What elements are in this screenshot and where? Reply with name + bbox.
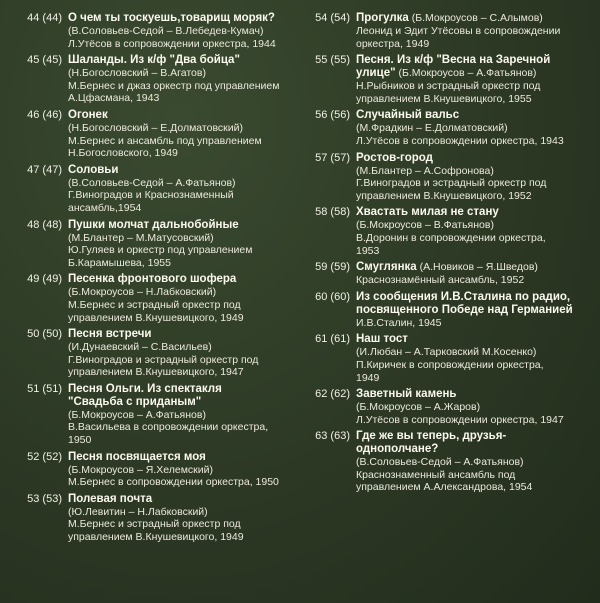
track-details — [356, 152, 600, 203]
track-credit-line: Л.Утёсов в сопровождении оркестра, 1944 — [68, 37, 276, 50]
track-credit-line: М.Бернес и джаз оркестр под управлением — [68, 79, 280, 92]
track-entry — [306, 54, 600, 105]
track-entry — [4, 451, 302, 489]
track-title: однополчане? — [356, 443, 439, 456]
track-details — [68, 54, 302, 105]
track-details — [356, 261, 600, 287]
track-entry — [306, 152, 600, 203]
track-entry — [306, 109, 600, 147]
track-credit-line: Ю.Гуляев и оркестр под управлением — [68, 244, 253, 257]
track-number: 59 (59) — [315, 261, 350, 274]
track-title: Хвастать милая не стану — [356, 206, 499, 219]
track-credit-line: (Б.Мокроусов – Н.Лабковский) — [68, 286, 217, 299]
track-credit-line: (М.Блантер – М.Матусовский) — [68, 231, 214, 244]
track-credit-line: Краснознаменный ансамбль под — [356, 468, 516, 481]
track-credit-line: Н.Богословского, 1949 — [68, 147, 178, 160]
track-credit-line: (Н.Богословский – В.Агатов) — [68, 67, 206, 80]
track-details — [68, 164, 302, 215]
track-credit-line: П.Киричек в сопровождении оркестра, — [356, 358, 544, 371]
track-credit-line: управлением В.Кнушевицкого, 1949 — [68, 531, 244, 544]
track-title: Наш тост — [356, 333, 408, 346]
track-title: Пушки молчат дальнобойные — [68, 218, 239, 231]
track-entry — [306, 333, 600, 384]
track-number: 50 (50) — [27, 328, 62, 341]
track-credit-line: управлением В.Кнушевицкого, 1952 — [356, 189, 532, 202]
track-credit-line: 1953 — [356, 244, 380, 257]
track-entry — [306, 388, 600, 426]
track-details — [356, 206, 600, 257]
track-credit-line: Г.Виноградов и эстрадный оркестр под — [68, 353, 259, 366]
track-entry — [306, 291, 600, 330]
track-details — [356, 291, 600, 330]
track-credit-line: 1950 — [68, 434, 92, 447]
track-entry — [306, 12, 600, 50]
track-details — [68, 273, 302, 324]
track-entry — [4, 164, 302, 215]
track-number: 52 (52) — [27, 450, 62, 463]
track-credit-line: (М.Фрадкин – Е.Долматовский) — [356, 122, 508, 135]
track-details — [356, 388, 600, 426]
track-number: 51 (51) — [27, 382, 62, 395]
track-details — [356, 333, 600, 384]
track-number: 55 (55) — [315, 54, 350, 67]
track-title: Где же вы теперь, друзья- — [356, 430, 507, 443]
track-title: Песня Ольги. Из спектакля — [68, 382, 222, 395]
track-entry — [4, 383, 302, 447]
track-number: 44 (44) — [27, 12, 62, 24]
track-details — [356, 109, 600, 147]
track-number: 58 (58) — [315, 206, 350, 219]
track-entry — [4, 273, 302, 324]
track-title: Заветный камень — [356, 388, 457, 401]
track-authors: (Б.Мокроусов – А.Фатьянов) — [395, 67, 537, 80]
track-credit-line: (М.Блантер – А.Софронова) — [356, 164, 494, 177]
track-credit-line: А.Цфасмана, 1943 — [68, 92, 160, 105]
track-title: Огонек — [68, 108, 108, 121]
track-entry — [4, 493, 302, 544]
track-credit-line: Л.Утёсов в сопровождении оркестра, 1943 — [356, 134, 564, 147]
track-credit-line: М.Бернес и эстрадный оркестр под — [68, 518, 241, 531]
track-credit-line: (В.Соловьев-Седой – А.Фатьянов) — [356, 456, 524, 469]
track-credit-line: (В.Соловьев-Седой – А.Фатьянов) — [68, 176, 236, 189]
track-credit-line: Л.Утёсов в сопровождении оркестра, 1947 — [356, 413, 564, 426]
track-details — [68, 219, 302, 270]
track-number: 63 (63) — [315, 430, 350, 443]
track-title: Из сообщения И.В.Сталина по радио, — [356, 290, 571, 303]
track-title: О чем ты тоскуешь,товарищ моряк? — [68, 12, 275, 24]
track-credit-line: (Б.Мокроусов – А.Фатьянов) — [68, 408, 206, 421]
track-entry — [306, 206, 600, 257]
track-title: Шаланды. Из к/ф "Два бойца" — [68, 54, 240, 67]
track-credit-line: Н.Рыбников и эстрадный оркестр под — [356, 80, 541, 93]
track-details — [68, 383, 302, 447]
track-number: 46 (46) — [27, 108, 62, 121]
track-credit-line: (В.Соловьев-Седой – В.Лебедев-Кумач) — [68, 25, 264, 37]
track-title: Прогулка — [356, 12, 409, 24]
track-details — [68, 493, 302, 544]
track-details — [68, 451, 302, 489]
track-title: Случайный вальс — [356, 109, 460, 122]
track-title: "Свадьба с приданым" — [68, 395, 202, 408]
track-details — [68, 12, 302, 50]
track-title: Соловьи — [68, 163, 119, 176]
track-authors: (А.Новиков – Я.Шведов) — [416, 261, 538, 274]
track-credit-line: (Н.Богословский – Е.Долматовский) — [68, 121, 243, 134]
track-entry — [4, 109, 302, 160]
track-credit-line: (Б.Мокроусов – Я.Хелемский) — [68, 463, 214, 476]
track-number: 60 (60) — [315, 290, 350, 303]
track-entry — [306, 261, 600, 287]
track-number: 45 (45) — [27, 54, 62, 67]
track-entry — [306, 430, 600, 494]
track-credit-line: М.Бернес и ансамбль под управлением — [68, 134, 262, 147]
track-credit-line: 1949 — [356, 371, 380, 384]
track-credit-line: В.Доронин в сопровождении оркестра, — [356, 231, 546, 244]
track-credit-line: Краснознамённый ансамбль, 1952 — [356, 274, 525, 287]
track-title-line — [356, 261, 600, 274]
track-title: Песня посвящается моя — [68, 450, 206, 463]
track-title: Песня встречи — [68, 328, 152, 341]
track-credit-line: В.Васильева в сопровождении оркестра, — [68, 421, 269, 434]
track-number: 62 (62) — [315, 388, 350, 401]
track-credit-line: (Б.Мокроусов – В.Фатьянов) — [356, 219, 494, 232]
track-credit-line: управлением В.Кнушевицкого, 1955 — [356, 92, 532, 105]
track-title-line — [356, 67, 600, 80]
track-title: Полевая почта — [68, 492, 153, 505]
track-title: посвященного Победе над Германией — [356, 303, 573, 316]
tracklist-right-column — [306, 12, 600, 498]
track-details — [356, 54, 600, 105]
track-title: Песенка фронтового шофера — [68, 273, 237, 286]
track-number: 61 (61) — [315, 333, 350, 346]
track-credit-line: И.В.Сталин, 1945 — [356, 316, 442, 329]
track-title: Ростов-город — [356, 151, 433, 164]
track-details — [356, 12, 600, 50]
track-details — [68, 109, 302, 160]
track-authors: (Б.Мокроусов – С.Алымов) — [408, 12, 543, 24]
track-number: 48 (48) — [27, 218, 62, 231]
track-credit-line: управлением В.Кнушевицкого, 1947 — [68, 366, 244, 379]
tracklist-left-column — [4, 12, 302, 548]
track-entry — [4, 12, 302, 50]
track-number: 56 (56) — [315, 109, 350, 122]
track-credit-line: Г.Виноградов и эстрадный оркестр под — [356, 177, 547, 190]
track-title: улице" — [356, 67, 396, 80]
track-credit-line: Б.Карамышева, 1955 — [68, 256, 171, 269]
track-number: 53 (53) — [27, 492, 62, 505]
track-credit-line: управлением В.Кнушевицкого, 1949 — [68, 311, 244, 324]
track-title: Песня. Из к/ф "Весна на Заречной — [356, 54, 551, 67]
track-credit-line: М.Бернес и эстрадный оркестр под — [68, 298, 241, 311]
track-number: 57 (57) — [315, 151, 350, 164]
track-credit-line: Г.Виноградов и Краснознаменный — [68, 189, 234, 202]
track-credit-line: (И.Дунаевский – С.Васильев) — [68, 341, 212, 354]
track-entry — [4, 328, 302, 379]
track-number: 54 (54) — [315, 12, 350, 24]
track-credit-line: М.Бернес в сопровождении оркестра, 1950 — [68, 476, 279, 489]
track-credit-line: (И.Любан – А.Тарковский М.Косенко) — [356, 346, 537, 359]
track-number: 47 (47) — [27, 163, 62, 176]
track-credit-line: (Ю.Левитин – Н.Лабковский) — [68, 505, 208, 518]
track-entry — [4, 219, 302, 270]
track-entry — [4, 54, 302, 105]
track-title-line — [356, 12, 600, 25]
track-credit-line: Леонид и Эдит Утёсовы в сопровождении — [356, 25, 561, 37]
track-title: Смуглянка — [356, 261, 417, 274]
track-details — [356, 430, 600, 494]
track-credit-line: оркестра, 1949 — [356, 37, 430, 50]
track-credit-line: ансамбль,1954 — [68, 201, 142, 214]
track-credit-line: (Б.Мокроусов – А.Жаров) — [356, 401, 481, 414]
track-credit-line: управлением А.Александрова, 1954 — [356, 481, 533, 494]
track-details — [68, 328, 302, 379]
track-number: 49 (49) — [27, 273, 62, 286]
